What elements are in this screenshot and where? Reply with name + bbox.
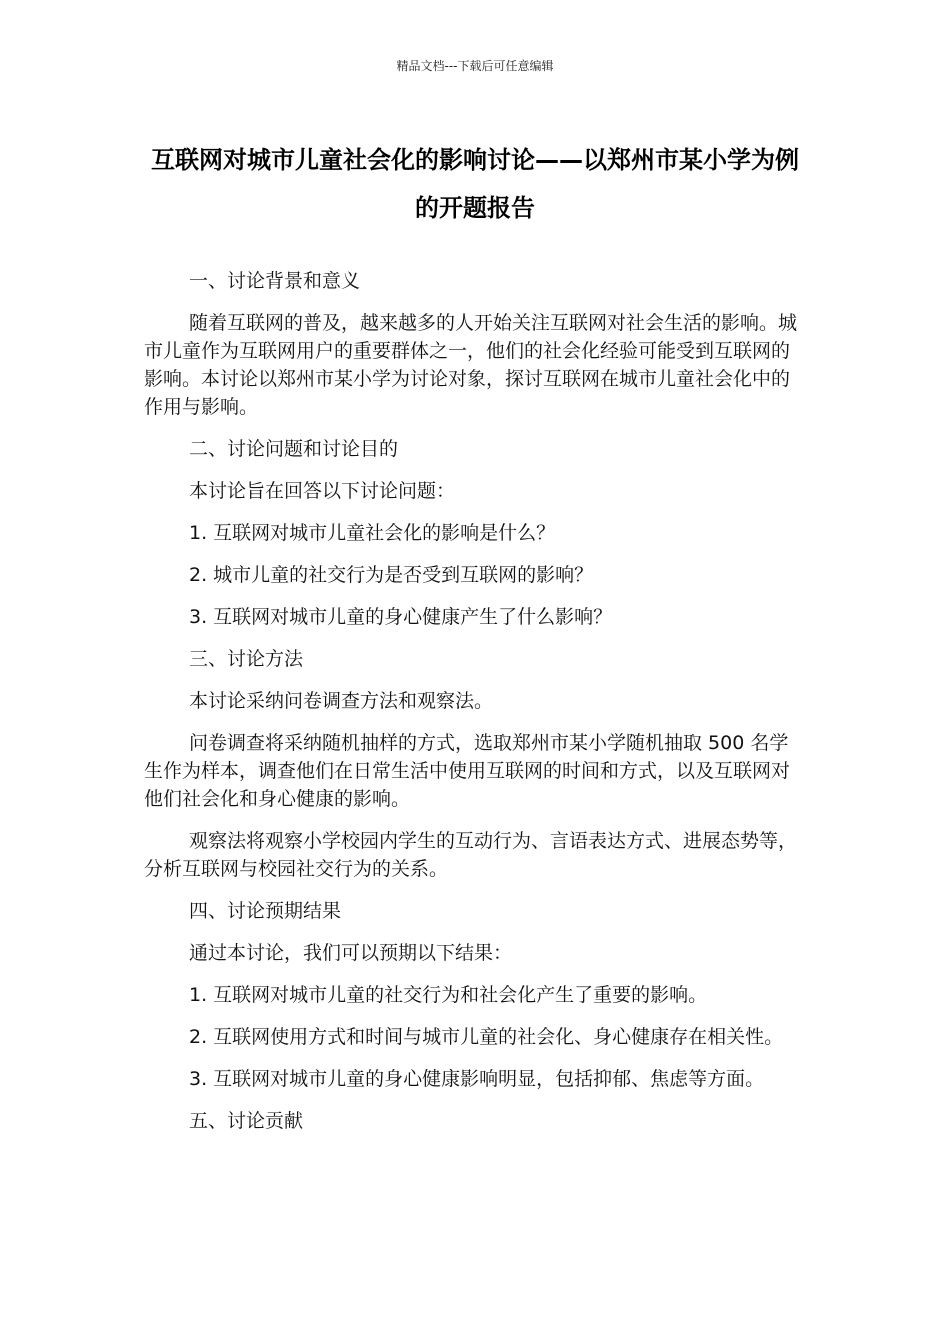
section-heading-methods: 三、讨论方法 — [189, 648, 304, 670]
list-item-result-1: 1. 互联网对城市儿童的社交行为和社会化产生了重要的影响。 — [189, 984, 708, 1006]
list-item-result-3: 3. 互联网对城市儿童的身心健康影响明显，包括抑郁、焦虑等方面。 — [189, 1068, 765, 1090]
list-item-question-1: 1. 互联网对城市儿童社会化的影响是什么？ — [189, 522, 556, 544]
list-item-result-2: 2. 互联网使用方式和时间与城市儿童的社会化、身心健康存在相关性。 — [189, 1026, 784, 1048]
document-title: 互联网对城市儿童社会化的影响讨论——以郑州市某小学为例的开题报告 — [151, 146, 799, 222]
paragraph-methods-observation: 观察法将观察小学校园内学生的互动行为、言语表达方式、进展态势等，分析互联网与校园社交行为的关系。 — [144, 830, 798, 880]
paragraph-methods-survey: 问卷调查将采纳随机抽样的方式，选取郑州市某小学随机抽取 500 名学生作为样本，调查他们在日常生活中使用互联网的时间和方式，以及互联网对他们社会化和身心健康的影响。 — [144, 732, 791, 810]
paragraph-results-intro: 通过本讨论，我们可以预期以下结果： — [189, 942, 513, 964]
list-item-question-3: 3. 互联网对城市儿童的身心健康产生了什么影响？ — [189, 606, 613, 628]
page-header: 精品文档---下载后可任意编辑 — [396, 59, 554, 73]
paragraph-methods-overview: 本讨论采纳问卷调查方法和观察法。 — [189, 690, 494, 712]
document-body — [144, 267, 800, 1149]
section-heading-contribution: 五、讨论贡献 — [189, 1110, 304, 1132]
section-heading-expected-results: 四、讨论预期结果 — [189, 900, 342, 922]
list-item-question-2: 2. 城市儿童的社交行为是否受到互联网的影响？ — [189, 564, 594, 586]
section-heading-questions: 二、讨论问题和讨论目的 — [189, 438, 399, 460]
paragraph-questions-intro: 本讨论旨在回答以下讨论问题： — [189, 480, 456, 502]
paragraph-background: 随着互联网的普及，越来越多的人开始关注互联网对社会生活的影响。城市儿童作为互联网用户的重要群体之一，他们的社会化经验可能受到互联网的影响。本讨论以郑州市某小学为讨论对象，探讨互联网在城市儿童社会化中的作用与影响。 — [144, 312, 798, 418]
section-heading-background: 一、讨论背景和意义 — [189, 270, 361, 292]
